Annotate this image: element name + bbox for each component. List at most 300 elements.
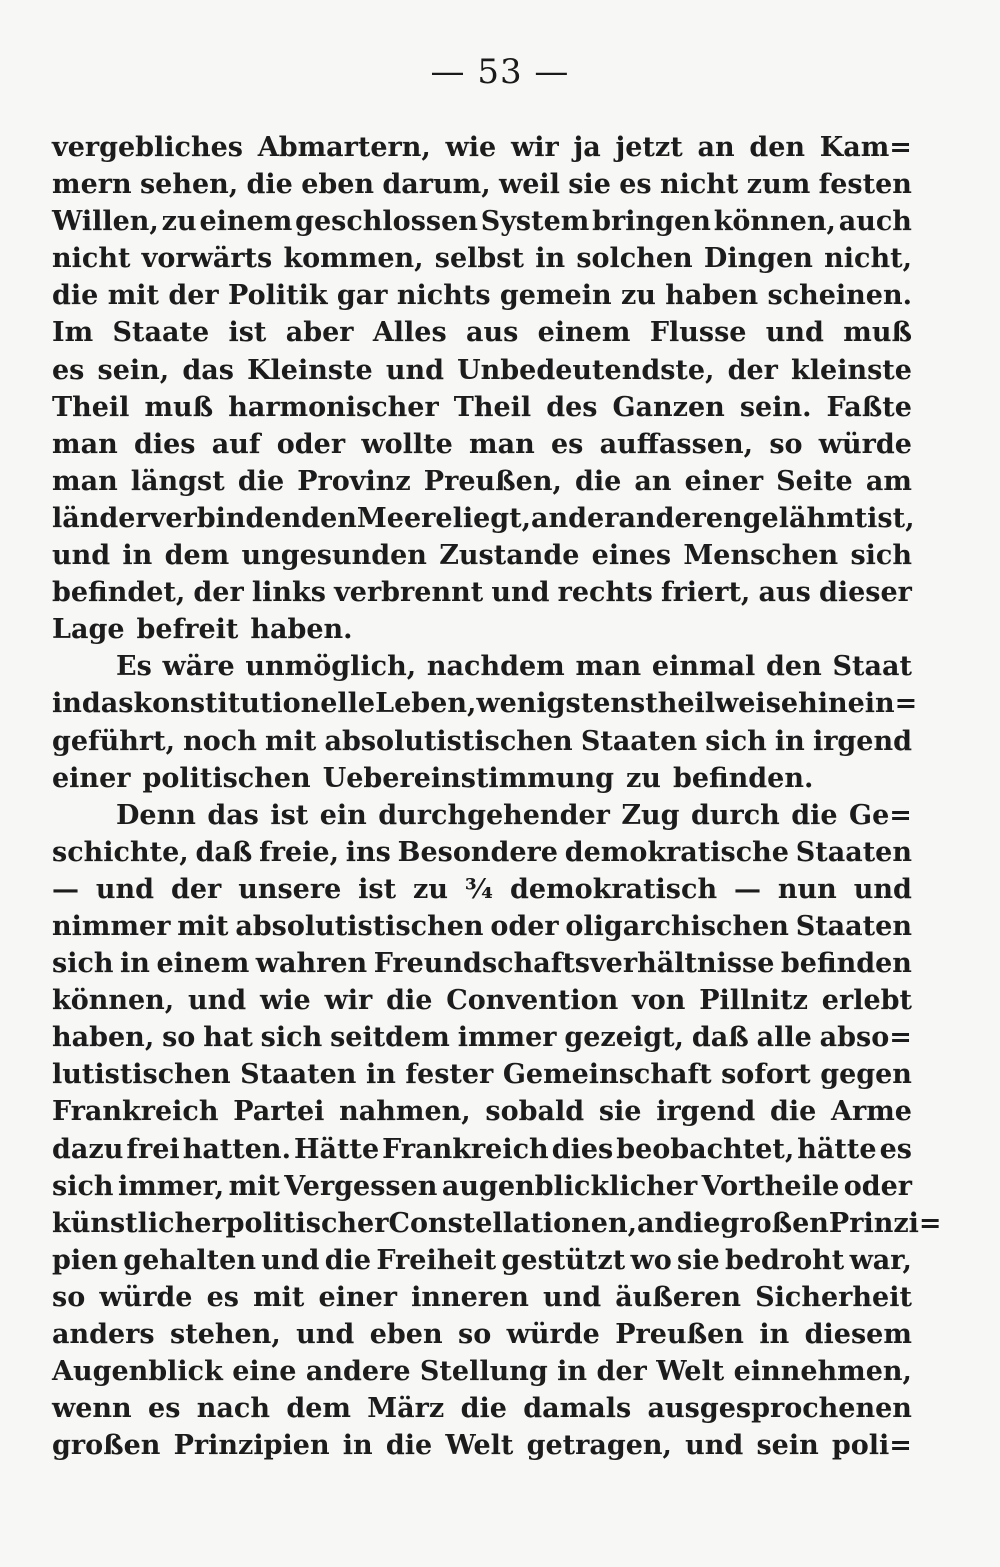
word: Ge= xyxy=(849,799,912,831)
word: würde xyxy=(818,428,912,460)
word: Frankreich xyxy=(382,1133,549,1165)
text-line xyxy=(52,317,912,354)
word: Politik xyxy=(228,280,328,312)
word: darum, xyxy=(382,169,491,201)
word: abso= xyxy=(819,1022,912,1054)
word: mit xyxy=(228,1170,280,1202)
word: immer xyxy=(457,1022,557,1054)
text-line xyxy=(52,466,912,503)
word: die xyxy=(386,985,433,1017)
word: hätte xyxy=(797,1133,877,1165)
word: gelähmt xyxy=(742,502,868,534)
word: nimmer xyxy=(52,910,171,942)
word: auf xyxy=(211,428,261,460)
word: Prinzipien xyxy=(173,1430,330,1462)
word: Sicherheit xyxy=(755,1281,912,1313)
word: von xyxy=(632,985,686,1017)
word: es xyxy=(148,1393,181,1425)
word: in xyxy=(122,540,153,572)
word: so xyxy=(458,1319,492,1350)
word: Alles xyxy=(372,317,447,349)
word: wenigstens xyxy=(476,688,646,720)
word: März xyxy=(367,1393,445,1425)
word: sie xyxy=(677,1244,720,1276)
word: oder xyxy=(490,910,559,942)
word: hinein= xyxy=(798,688,918,720)
word: liegt, xyxy=(452,502,532,534)
word: und xyxy=(188,985,247,1017)
word: Theil xyxy=(52,391,130,423)
word: theilweise xyxy=(645,688,799,720)
word: können, xyxy=(713,206,836,238)
word: die xyxy=(460,1393,507,1425)
word: in xyxy=(557,1356,588,1388)
word: Im xyxy=(52,317,94,349)
word: die xyxy=(385,1430,433,1462)
word: Menschen xyxy=(683,540,839,572)
word: wahren xyxy=(255,948,368,980)
text-line xyxy=(52,1356,912,1393)
word: Meere xyxy=(356,502,453,534)
word: daß xyxy=(195,836,253,868)
word: Staate xyxy=(112,317,210,349)
word: der xyxy=(727,354,778,386)
word: in xyxy=(120,948,150,980)
word: an xyxy=(531,502,569,534)
word: und xyxy=(296,1319,355,1350)
word: der xyxy=(193,577,244,609)
word: muß xyxy=(843,317,912,349)
text-line xyxy=(52,355,912,392)
word: haben xyxy=(665,280,759,312)
word: haben. xyxy=(250,614,353,646)
word: man xyxy=(52,428,118,460)
word: wäre xyxy=(162,651,235,683)
word: ins xyxy=(345,836,391,868)
text-line xyxy=(52,577,912,614)
word: bringen xyxy=(592,206,711,238)
word: auffassen, xyxy=(599,428,754,460)
word: es xyxy=(550,428,584,460)
word: friert, xyxy=(660,577,751,609)
word: mern xyxy=(52,169,132,201)
word: Vergessen xyxy=(284,1170,438,1202)
word: an xyxy=(637,1207,675,1239)
word: dieser xyxy=(818,577,912,609)
word: des xyxy=(546,391,598,423)
word: befinden xyxy=(780,948,912,980)
word: hat xyxy=(203,1022,253,1054)
word: ist, xyxy=(867,502,915,534)
text-line xyxy=(52,280,912,317)
word: geführt, xyxy=(52,725,176,757)
word: aus xyxy=(466,317,519,349)
word: gezeigt, xyxy=(564,1022,684,1054)
word: zu xyxy=(625,762,661,794)
word: wie xyxy=(259,985,311,1017)
word: würde xyxy=(99,1281,193,1313)
word: Kleinste xyxy=(247,354,373,386)
word: befreit xyxy=(136,614,239,646)
word: sich xyxy=(52,948,114,980)
word: scheinen. xyxy=(767,280,912,312)
word: pien xyxy=(52,1244,118,1276)
word: Welt xyxy=(445,1430,514,1462)
word: alle xyxy=(756,1022,812,1054)
text-line xyxy=(52,688,918,725)
word: einnehmen, xyxy=(733,1356,912,1388)
word: zum xyxy=(746,169,811,201)
word: an xyxy=(634,465,672,497)
word: Zustande xyxy=(439,540,580,572)
word: Convention xyxy=(446,985,619,1017)
word: aber xyxy=(285,317,354,349)
word: dem xyxy=(164,540,230,572)
word: und xyxy=(261,1244,320,1276)
text-line xyxy=(52,985,912,1022)
word: es xyxy=(206,1281,239,1313)
word: sie xyxy=(598,1096,642,1128)
word: geschlossen xyxy=(295,206,478,238)
word: kleinste xyxy=(791,354,912,386)
word: beobachtet, xyxy=(616,1133,795,1165)
word: Partei xyxy=(233,1096,325,1128)
word: eine xyxy=(232,1356,297,1388)
word: verbrennt xyxy=(334,577,484,609)
text-line xyxy=(52,726,912,763)
word: daß xyxy=(691,1022,749,1054)
word: Constellationen, xyxy=(388,1207,638,1239)
text-line xyxy=(52,1059,912,1096)
word: ja xyxy=(573,132,601,163)
word: politischer xyxy=(225,1207,389,1239)
text-line xyxy=(52,1022,912,1059)
word: Welt xyxy=(656,1356,725,1388)
word: Freundschaftsverhältnisse xyxy=(373,948,775,980)
text-line xyxy=(52,1096,912,1133)
word: unmöglich, xyxy=(245,651,417,683)
word: Vortheile xyxy=(701,1170,840,1202)
word: ist xyxy=(358,873,397,905)
word: Stellung xyxy=(419,1356,548,1388)
word: und xyxy=(52,540,111,572)
word: nicht xyxy=(52,243,131,275)
word: frei xyxy=(126,1133,180,1165)
word: Es xyxy=(116,651,152,683)
word: nicht xyxy=(659,169,739,201)
word: zu xyxy=(620,280,656,312)
word: schichte, xyxy=(52,836,189,868)
word: irgend xyxy=(812,725,912,757)
word: absolutistischen xyxy=(235,910,484,942)
word: Abmartern, xyxy=(257,132,431,163)
text-line xyxy=(52,1245,912,1282)
word: mit xyxy=(177,910,229,942)
word: erlebt xyxy=(821,985,912,1017)
word: künstlicher xyxy=(52,1207,226,1239)
word: können, xyxy=(52,985,175,1017)
word: ist xyxy=(228,317,267,349)
word: Staat xyxy=(832,651,912,683)
word: Preußen, xyxy=(423,465,562,497)
word: wo xyxy=(630,1244,672,1276)
word: haben, xyxy=(52,1022,155,1054)
word: in xyxy=(365,1059,396,1091)
text-line xyxy=(52,800,912,837)
word: dies xyxy=(133,428,196,460)
word: solchen xyxy=(576,243,693,275)
word: Gemeinschaft xyxy=(502,1059,712,1091)
word: augenblicklicher xyxy=(441,1170,698,1202)
word: Zug xyxy=(621,799,680,831)
word: Staaten xyxy=(795,910,912,942)
word: oder xyxy=(843,1170,912,1202)
word: das xyxy=(81,688,134,720)
word: weil xyxy=(498,169,560,201)
word: länderverbindenden xyxy=(52,502,357,534)
text-line xyxy=(52,1430,912,1467)
word: in xyxy=(759,1319,790,1350)
word: nach xyxy=(196,1393,270,1425)
word: dies xyxy=(551,1133,614,1165)
word: ¾ xyxy=(464,873,494,905)
text-line xyxy=(52,1207,942,1245)
word: Arme xyxy=(831,1096,912,1128)
word: sie xyxy=(568,169,611,201)
word: Kam= xyxy=(819,132,912,163)
word: anders xyxy=(52,1319,155,1350)
text-line xyxy=(52,502,915,540)
word: Faßte xyxy=(826,391,912,423)
text-line xyxy=(52,169,912,206)
word: — xyxy=(734,873,761,905)
word: man xyxy=(52,465,118,497)
text-line xyxy=(52,763,912,800)
word: so xyxy=(162,1022,196,1054)
text-line xyxy=(52,911,912,948)
word: sein xyxy=(756,1430,819,1462)
word: absolutistischen xyxy=(324,725,573,757)
word: der xyxy=(568,502,619,534)
word: befinden. xyxy=(672,762,814,794)
text-line xyxy=(52,392,912,429)
word: einmal xyxy=(651,651,756,683)
word: die xyxy=(574,465,622,497)
word: wenn xyxy=(52,1393,132,1425)
word: mit xyxy=(107,280,159,312)
word: Willen, xyxy=(52,206,159,238)
word: längst xyxy=(130,465,225,497)
word: konstitutionelle xyxy=(133,688,376,720)
word: großen xyxy=(52,1430,161,1462)
word: getragen, xyxy=(526,1430,672,1462)
word: stehen, xyxy=(170,1319,281,1350)
word: eben xyxy=(369,1319,443,1350)
word: gegen xyxy=(820,1059,912,1091)
word: wie xyxy=(445,132,497,163)
word: poli= xyxy=(831,1430,912,1462)
word: der xyxy=(168,280,219,312)
word: unsere xyxy=(238,873,342,905)
word: sofort xyxy=(721,1059,811,1091)
word: Uebereinstimmung xyxy=(322,762,614,794)
word: die xyxy=(674,1207,721,1239)
word: bedroht xyxy=(724,1244,845,1276)
word: so xyxy=(52,1281,86,1313)
word: ungesunden xyxy=(241,540,427,572)
word: Pillnitz xyxy=(699,985,808,1017)
word: einer xyxy=(52,762,131,794)
word: oder xyxy=(276,428,346,460)
word: aus xyxy=(758,577,811,609)
text-line xyxy=(52,1282,912,1319)
word: in xyxy=(535,243,566,275)
word: ist xyxy=(270,799,309,831)
word: wir xyxy=(324,985,373,1017)
word: man xyxy=(469,428,535,460)
word: Flusse xyxy=(649,317,747,349)
word: selbst xyxy=(434,243,524,275)
word: sich xyxy=(705,725,767,757)
word: Augenblick xyxy=(52,1356,223,1388)
word: oligarchischen xyxy=(565,910,789,942)
word: den xyxy=(766,651,822,683)
word: man xyxy=(575,651,642,683)
word: harmonischer xyxy=(228,391,439,423)
word: dem xyxy=(286,1393,351,1425)
word: links xyxy=(251,577,326,609)
text-line xyxy=(52,874,912,911)
word: sein, xyxy=(97,354,170,386)
word: durchgehender xyxy=(378,799,610,831)
word: nicht, xyxy=(824,243,912,275)
word: war, xyxy=(849,1244,912,1276)
word: in xyxy=(774,725,805,757)
word: und xyxy=(491,577,550,609)
word: zu xyxy=(161,206,197,238)
text-line xyxy=(52,132,912,169)
word: zu xyxy=(413,873,448,905)
word: durch xyxy=(690,799,780,831)
word: der xyxy=(170,873,222,905)
word: ausgesprochenen xyxy=(647,1393,912,1425)
word: die xyxy=(237,465,285,497)
text-line xyxy=(52,540,912,577)
word: anderen xyxy=(618,502,743,534)
word: Provinz xyxy=(297,465,411,497)
word: demokratische xyxy=(564,836,789,868)
word: sein. xyxy=(739,391,812,423)
word: und xyxy=(542,1281,602,1313)
text-line xyxy=(52,651,912,688)
word: damals xyxy=(523,1393,632,1425)
word: inneren xyxy=(411,1281,529,1313)
word: gehalten xyxy=(123,1244,256,1276)
word: sich xyxy=(850,540,912,572)
word: die xyxy=(791,799,838,831)
word: vorwärts xyxy=(141,243,273,275)
word: mit xyxy=(265,725,317,757)
word: das xyxy=(207,799,259,831)
word: Denn xyxy=(116,799,196,831)
word: befindet, xyxy=(52,577,186,609)
word: und xyxy=(385,354,444,386)
text-line xyxy=(52,243,912,280)
word: nichts xyxy=(396,280,491,312)
text-line xyxy=(52,614,912,651)
word: einem xyxy=(199,206,293,238)
word: lutistischen xyxy=(52,1059,231,1091)
word: das xyxy=(182,354,234,386)
word: andere xyxy=(305,1356,411,1388)
word: Preußen xyxy=(615,1319,744,1350)
word: Frankreich xyxy=(52,1096,219,1128)
word: an xyxy=(697,132,735,163)
word: es xyxy=(879,1133,912,1165)
word: Seite xyxy=(776,465,853,497)
word: immer, xyxy=(117,1170,225,1202)
word: die xyxy=(52,280,99,312)
word: Freiheit xyxy=(376,1244,497,1276)
word: der xyxy=(596,1356,647,1388)
word: dazu xyxy=(52,1133,124,1165)
word: rechts xyxy=(557,577,653,609)
word: Leben, xyxy=(375,688,477,720)
word: in xyxy=(52,688,82,720)
word: nachdem xyxy=(426,651,565,683)
word: und xyxy=(685,1430,744,1462)
word: vergebliches xyxy=(52,132,243,163)
word: fester xyxy=(405,1059,494,1091)
word: mit xyxy=(253,1281,305,1313)
word: einer xyxy=(684,465,764,497)
word: ein xyxy=(319,799,367,831)
word: sobald xyxy=(485,1096,585,1128)
word: freie, xyxy=(259,836,339,868)
word: würde xyxy=(506,1319,600,1350)
word: großen xyxy=(720,1207,829,1239)
word: sich xyxy=(260,1022,323,1054)
word: Prinzi= xyxy=(828,1207,942,1239)
word: einer xyxy=(318,1281,397,1313)
word: die xyxy=(246,169,293,201)
word: kommen, xyxy=(283,243,424,275)
text-line xyxy=(52,837,912,874)
body-text xyxy=(52,132,942,1467)
word: Staaten xyxy=(240,1059,357,1091)
page-number: — 53 — xyxy=(430,52,570,92)
word: so xyxy=(769,428,803,460)
word: Staaten xyxy=(795,836,912,868)
word: System xyxy=(480,206,590,238)
word: politischen xyxy=(142,762,311,794)
word: muß xyxy=(144,391,214,423)
word: gemein xyxy=(499,280,612,312)
word: sehen, xyxy=(139,169,239,201)
word: hatten. xyxy=(182,1133,291,1165)
text-line xyxy=(52,1171,912,1208)
word: eines xyxy=(591,540,672,572)
word: die xyxy=(769,1096,817,1128)
word: seitdem xyxy=(330,1022,450,1054)
text-line xyxy=(52,206,912,243)
text-line xyxy=(52,948,912,985)
word: die xyxy=(324,1244,372,1276)
word: und xyxy=(765,317,824,349)
text-line xyxy=(52,1134,912,1171)
word: — xyxy=(52,873,79,905)
word: in xyxy=(342,1430,373,1462)
